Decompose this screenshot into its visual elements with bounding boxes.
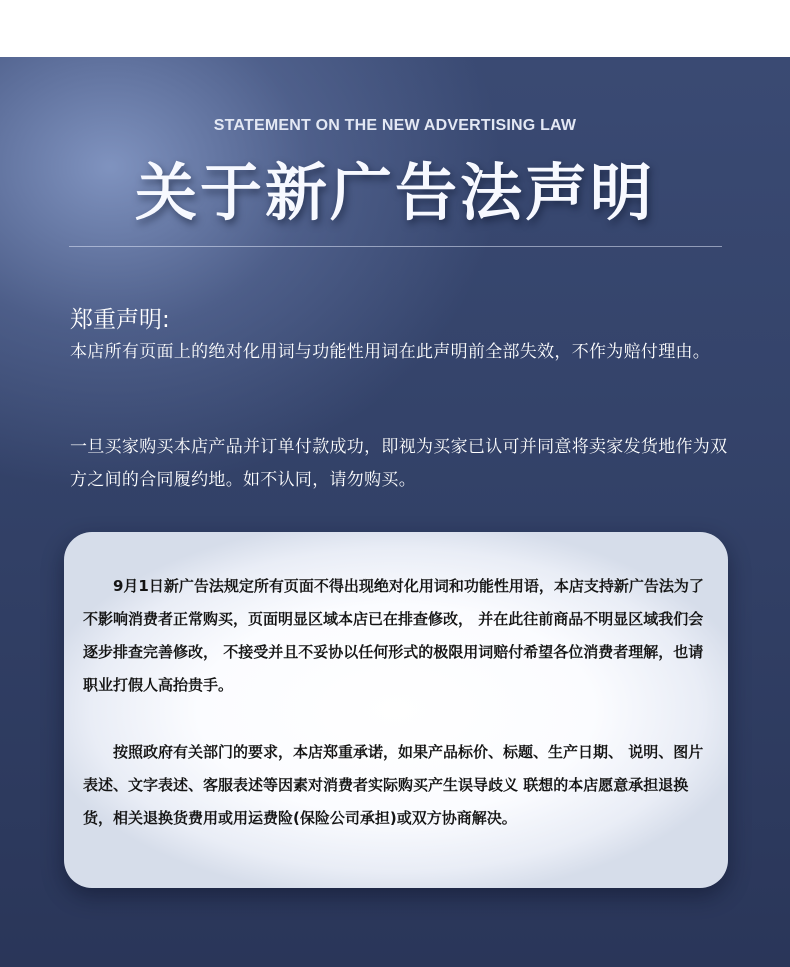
title-divider (69, 246, 722, 247)
page-subtitle: STATEMENT ON THE NEW ADVERTISING LAW (213, 117, 577, 134)
page-title: 关于新广告法声明 (134, 156, 655, 229)
top-margin (0, 0, 790, 57)
notice-card (64, 532, 728, 888)
statement-heading: 郑重声明: (70, 307, 170, 333)
statement-paragraph-2: 一旦买家购买本店产品并订单付款成功，即视为买家已认可并同意将卖家发货地作为双方之间的合同履约地。如不认同，请勿购买。 (70, 437, 728, 490)
notice-paragraph-1: 9月1日新广告法规定所有页面不得出现绝对化用词和功能性用语，本店支持新广告法为了不影响消费者正常购买，页面明显区域本店已在排查修改， 并在此往前商品不明显区域我们会逐步排查完善修改， 不接受并且不妥协以任何形式的极限用词赔付希望各位消费者理解，也请职业打假人高抬贵手。 (83, 577, 704, 694)
notice-paragraph-2: 按照政府有关部门的要求，本店郑重承诺，如果产品标价、标题、生产日期、 说明、图片表述、文字表述、客服表述等因素对消费者实际购买产生误导歧义 联想的本店愿意承担退换货，相关退换货费用或用运费险(保险公司承担)或双方协商解决。 (83, 743, 704, 827)
statement-panel (0, 57, 790, 967)
statement-paragraph-1: 本店所有页面上的绝对化用词与功能性用词在此声明前全部失效，不作为赔付理由。 (70, 342, 711, 362)
